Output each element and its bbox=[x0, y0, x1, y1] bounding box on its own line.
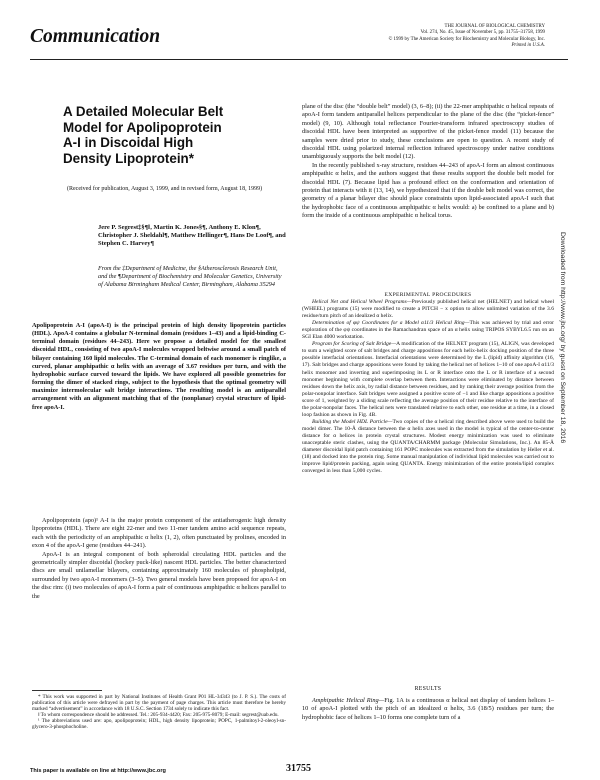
introduction-left bbox=[32, 517, 286, 601]
online-availability-note: This paper is available on line at http://www.jbc.org bbox=[30, 768, 166, 774]
journal-copyright: © 1999 by The American Society for Biochemistry and Molecular Biology, Inc. bbox=[388, 36, 545, 42]
results bbox=[302, 697, 554, 722]
journal-name: THE JOURNAL OF BIOLOGICAL CHEMISTRY bbox=[444, 24, 545, 29]
results-paragraph bbox=[302, 697, 554, 722]
received-dates: (Received for publication, August 3, 1999, and in revised form, August 18, 1999) bbox=[67, 186, 263, 192]
methods-subhead: Building the Model HDL Particle— bbox=[312, 418, 393, 425]
methods-text: This was achieved by trial and error exploration of the φψ coordinates in the Ramachandran space of an α helix using TRIPOS SYBYL6.5 run on an SGI Elan 4000 workstation. bbox=[302, 320, 554, 341]
results-heading: RESULTS bbox=[414, 686, 442, 692]
intro-paragraph: In the recently published x-ray structure, residues 44–243 of apoA-I form an almost continuous amphipathic α helix, and the authors suggest that these results support the double belt model for discoidal HDL (7). Because lipid has a profound effect on the conformation and orientation of protein that interacts with it (13, 14), we hypothesized that if the double belt model was correct, the geometry of a planar bilayer disc should place constraints upon lipid-associated apoA-I such that the hydrophobic face of a continuous amphipathic α helix would: a) be confined to a plane and b) form the inside of a continuous amphipathic α helical torus. bbox=[302, 161, 554, 220]
footnote-divider bbox=[32, 690, 102, 691]
abstract: Apolipoprotein A-I (apoA-I) is the principal protein of high density lipoprotein particles (HDL). ApoA-I contains a globular N-terminal domain (residues 1–43) and a lipid-binding C-terminal domain (residues 44–243). Here we propose a detailed model for the smallest discoidal HDL, consisting of two apoA-I molecules wrapped beltwise around a small patch of bilayer containing 160 lipid molecules. The C-terminal domain of each monomer is ringlike, a curved, planar amphipathic α helix with an average of 3.67 residues per turn, and with the hydrophobic surface curved toward the lipids. We have explored all possible geometries for forming the dimer of stacked rings, subject to the hypothesis that the optimal geometry will maximize intermolecular salt bridge interactions. The resulting model is an antiparallel arrangement with an alignment matching that of the (nonplanar) crystal structure of lipid-free apoA-I. bbox=[32, 322, 286, 411]
intro-paragraph: Apolipoprotein (apo)¹ A-I is the major protein component of the antiatherogenic high density lipoproteins (HDL). There are eight 22-mer and two 11-mer tandem amino acid sequence repeats, each with the periodicity of an amphipathic α helix (1, 2), often punctuated by prolines, encoded in exon 4 of the apoA-I gene (residues 44–241). bbox=[32, 517, 286, 550]
footnote-abbreviations: ¹ The abbreviations used are: apo, apolipoprotein; HDL, high density lipoprotein; POPC, 1-palmitoyl-2-oleoyl-sn-glycero-3-phosphocholine. bbox=[32, 718, 286, 731]
footnote-funding: * This work was supported in part by National Institutes of Health Grant P01 HL-34343 (to J. P. S.). The costs of publication of this article were defrayed in part by the payment of page charges. This article must therefore be hereby marked “advertisement” in accordance with 18 U.S.C. Section 1734 solely to indicate this fact. bbox=[32, 694, 286, 713]
results-text: Fig. 1A is a continuous α helical net display of tandem helices 1–10 of apoA-I plotted with the pitch of an idealized α helix, 3.6 (18/5) residues per turn; the hydrophobic face of helices 1–10 forms one complete turn of a bbox=[302, 697, 554, 721]
methods-paragraph bbox=[302, 320, 554, 341]
footnotes bbox=[32, 694, 286, 731]
methods-text: Two copies of the α helical ring described above were used to build the model dimer. The 10-Å distance between the α helix axes used in the model is typical of the center-to-center distance for α helices in protein crystal structures. Modest energy minimization was used to eliminate unacceptable steric clashes, using the QUANTA/CHARMM package (Molecular Simulations, Inc.). An 85-Å diameter discoidal lipid patch containing 161 POPC molecules was extracted from the simulation by Heller et al. (18) and docked into the protein ring. Some manual manipulation of individual lipid molecules was carried out to improve lipid/protein packing, again using QUANTA. Energy minimization of the entire protein/lipid complex converged in less than 5,000 cycles. bbox=[302, 418, 554, 475]
footnote-correspondence: ‖ To whom correspondence should be addressed. Tel.: 205-934-4420; Fax: 205-975-8079; E-mail: segrest@uab.edu. bbox=[38, 712, 279, 719]
methods-text: Previously published helical net (HELNET) and helical wheel (WHEEL) programs (15) were modified to create a PITCH − x option to allow unlimited variation of the 3.6 residue/turn pitch of an idealized α helix. bbox=[302, 299, 554, 320]
section-label: Communication bbox=[30, 26, 161, 47]
methods-paragraph bbox=[302, 299, 554, 320]
title-line: A-I in Discoidal High bbox=[63, 135, 194, 150]
methods-text: A modification of the HELNET program (15), ALIGN, was developed to sum a weighted score of salt bridges and charge appositions for each helix-helix docking position of the three possible interfacial orientations. Interfacial orientations were determined by the L (lipid) affinity algorithm (16, 17). Salt bridges and charge appositions were found by taking the helical net of helices 1–10 of one apoA-I α11/3 helix monomer and inverting and superimposing its L or R interface onto the L or R interface of a second monomer beginning with complete overlap between them. Interactions were eliminated by distance between residues down the helix axis, by radial distance between residues, and by ranking their average position from the polar-nonpolar interface. Salt bridges were assigned a positive score of −1 and like charge appositions a positive score of 1, weighted by a sliding scale reflecting the average position of their residue relative to the interface of the polar-nonpolar faces. The helical nets were translated relative to each other, one residue at a time, in a closed loop fashion as shown in Fig. 4B. bbox=[302, 341, 554, 418]
title-line: Model for Apolipoprotein bbox=[63, 119, 222, 135]
article-title bbox=[63, 104, 283, 166]
section-heading: EXPERIMENTAL PROCEDURES bbox=[384, 292, 472, 298]
experimental-procedures bbox=[302, 292, 554, 475]
affiliations: From the ‡Department of Medicine, the §Atherosclerosis Research Unit, and the ¶Department of Biochemistry and Molecular Genetics, University of Alabama Birmingham Medical Center, Birmingham, Alabama 35294 bbox=[98, 265, 282, 288]
introduction-right bbox=[302, 103, 554, 221]
methods-subhead: Determination of φψ Coordinates for a Model α11/3 Helical Ring— bbox=[312, 320, 470, 327]
results-subhead: Amphipathic Helical Ring— bbox=[312, 697, 385, 704]
methods-subhead: Helical Net and Helical Wheel Programs— bbox=[312, 299, 412, 306]
methods-subhead: Program for Scoring of Salt Bridge— bbox=[312, 341, 397, 348]
intro-paragraph: plane of the disc (the “double belt” model) (3, 6–8); (ii) the 22-mer amphipathic α helical repeats of apoA-I form tandem antiparallel helices perpendicular to the plane of the disc (the “picket-fence” model) (9, 10). Although total reflectance Fourier-transform infrared spectroscopy studies of discoidal HDL have been interpreted as supportive of the picket-fence model (11) because the samples were dried prior to study, these conclusions are open to question. A recent study of discoidal HDL using polarized internal reflection infrared spectroscopy under native conditions unambiguously supports the belt model (12). bbox=[302, 103, 554, 161]
journal-info bbox=[245, 24, 545, 49]
methods-paragraph bbox=[302, 341, 554, 419]
author-list: Jere P. Segrest‡§¶‖, Martin K. Jones§¶, Anthony E. Klon¶, Christopher J. Sheldahl¶, Matthew Hellinger¶, Hans De Loof¶, and Stephen C. Harvey¶ bbox=[98, 224, 286, 248]
download-watermark: Downloaded from http://www.jbc.org/ by guest on September 18, 2016 bbox=[559, 232, 566, 444]
title-line: A Detailed Molecular Belt bbox=[63, 104, 224, 119]
journal-volume: Vol. 274, No. 45, Issue of November 5, pp. 31755–31758, 1999 bbox=[420, 30, 545, 36]
title-line: Density Lipoprotein* bbox=[63, 150, 194, 166]
header-divider bbox=[30, 59, 568, 60]
journal-printed: Printed in U.S.A. bbox=[511, 42, 545, 48]
page-number: 31755 bbox=[286, 763, 311, 774]
methods-paragraph bbox=[302, 419, 554, 475]
intro-paragraph: ApoA-I is an integral component of both spheroidal circulating HDL particles and the geometrically simpler discoidal (hockey puck-like) nascent HDL particles. The better characterized discs are small unilamellar bilayers, containing approximately 160 molecules of phospholipid, surrounded by two apoA-I monomers (3–5). Two general models have been proposed for apoA-I on the disc rim: (i) two molecules of apoA-I form a pair of continuous amphipathic α helices parallel to the bbox=[32, 550, 286, 600]
